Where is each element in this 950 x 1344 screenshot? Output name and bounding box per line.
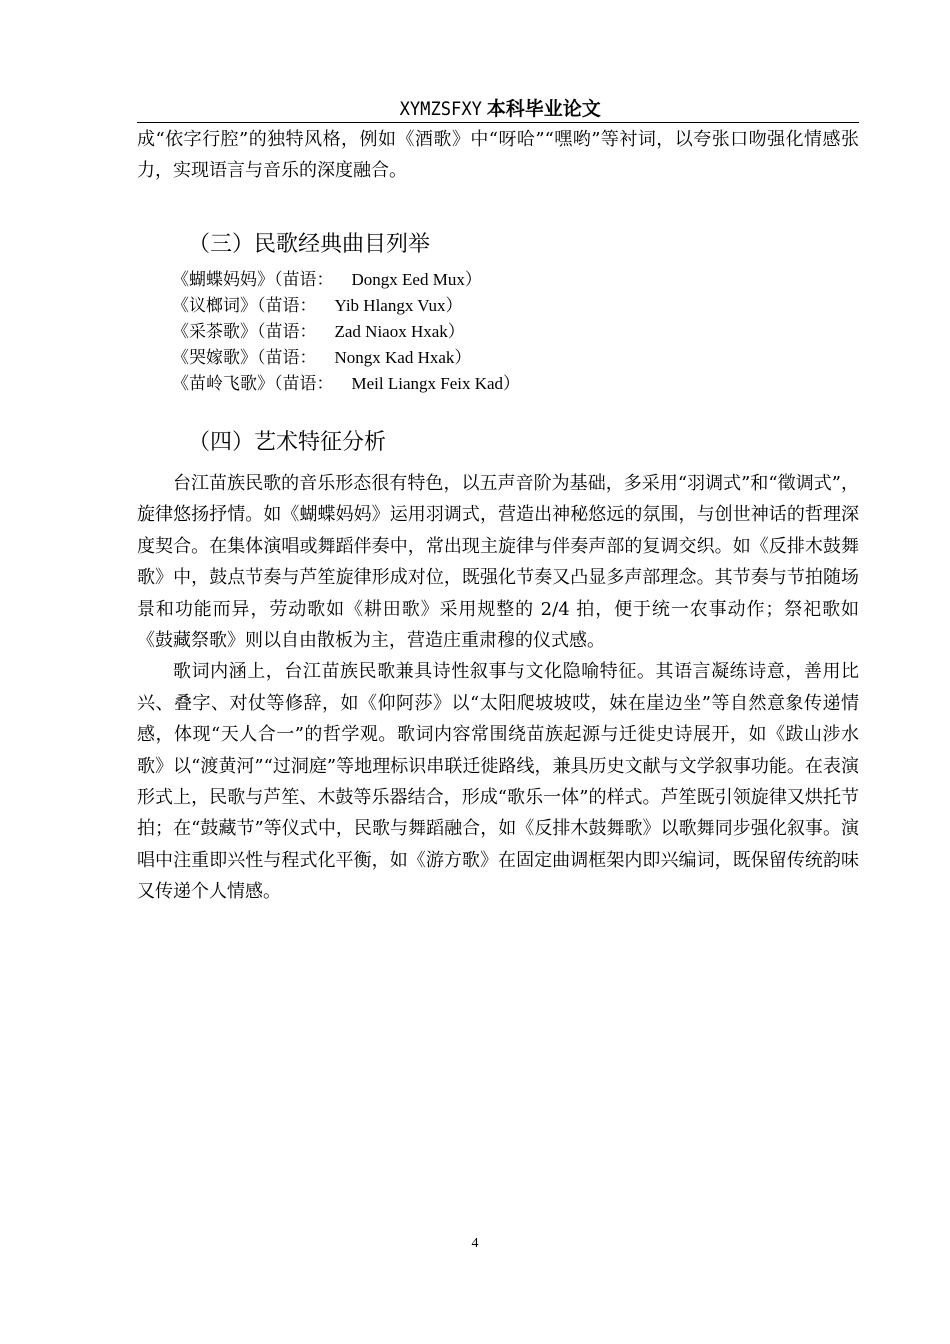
section-3-heading: （三）民歌经典曲目列举 <box>188 232 431 257</box>
song-item <box>172 371 520 397</box>
body-paragraph: 歌词内涵上，台江苗族民歌兼具诗性叙事与文化隐喻特征。其语言凝练诗意，善用比兴、叠字、对仗等修辞，如《仰阿莎》以“太阳爬坡坡哎，妹在崖边坐”等自然意象传递情感，体现“天人合一”的哲学观。歌词内容常围绕苗族起源与迁徙史诗展开，如《跋山涉水歌》以“渡黄河”“过洞庭”等地理标识串联迁徙路线，兼具历史文献与文学叙事功能。在表演形式上，民歌与芦笙、木鼓等乐器结合，形成“歌乐一体”的样式。芦笙既引领旋律又烘托节拍；在“鼓藏节”等仪式中，民歌与舞蹈融合，如《反排木鼓舞歌》以歌舞同步强化叙事。演唱中注重即兴性与程式化平衡，如《游方歌》在固定曲调框架内即兴编词，既保留传统韵味又传递个人情感。 <box>137 661 859 903</box>
page-number: 4 <box>471 1236 479 1251</box>
song-miao-name: Yib Hlangx Vux） <box>334 296 463 315</box>
song-title: 《采茶歌》（苗语： <box>172 322 317 342</box>
song-miao-name: Nongx Kad Hxak） <box>334 348 472 367</box>
song-item <box>172 293 520 319</box>
header-code: XYMZSFXY <box>399 98 483 120</box>
section-4-body <box>137 468 859 908</box>
song-title: 《议榔词》（苗语： <box>172 296 317 316</box>
header-label: 本科毕业论文 <box>486 98 601 120</box>
continuation-paragraph <box>137 124 859 186</box>
song-item <box>172 319 520 345</box>
song-title: 《苗岭飞歌》（苗语： <box>172 374 334 394</box>
song-miao-name: Dongx Eed Mux） <box>351 270 482 289</box>
song-miao-name: Meil Liangx Feix Kad） <box>351 374 521 393</box>
page-header <box>137 92 859 123</box>
song-title: 《蝴蝶妈妈》（苗语： <box>172 270 334 290</box>
continuation-text: 成“依字行腔”的独特风格，例如《酒歌》中“呀哈”“嘿哟”等衬词，以夸张口吻强化情感张力，实现语言与音乐的深度融合。 <box>137 129 859 181</box>
song-item <box>172 267 520 293</box>
song-miao-name: Zad Niaox Hxak） <box>334 322 465 341</box>
song-list <box>172 267 520 397</box>
song-title: 《哭嫁歌》（苗语： <box>172 348 317 368</box>
song-item <box>172 345 520 371</box>
body-paragraph: 台江苗族民歌的音乐形态很有特色，以五声音阶为基础，多采用“羽调式”和“徵调式”，旋律悠扬抒情。如《蝴蝶妈妈》运用羽调式，营造出神秘悠远的氛围，与创世神话的哲理深度契合。在集体演唱或舞蹈伴奏中，常出现主旋律与伴奏声部的复调交织。如《反排木鼓舞歌》中，鼓点节奏与芦笙旋律形成对位，既强化节奏又凸显多声部理念。其节奏与节拍随场景和功能而异，劳动歌如《耕田歌》采用规整的 2/4 拍，便于统一农事动作；祭祀歌如《鼓藏祭歌》则以自由散板为主，营造庄重肃穆的仪式感。 <box>137 473 859 652</box>
section-4-heading: （四）艺术特征分析 <box>188 430 387 455</box>
